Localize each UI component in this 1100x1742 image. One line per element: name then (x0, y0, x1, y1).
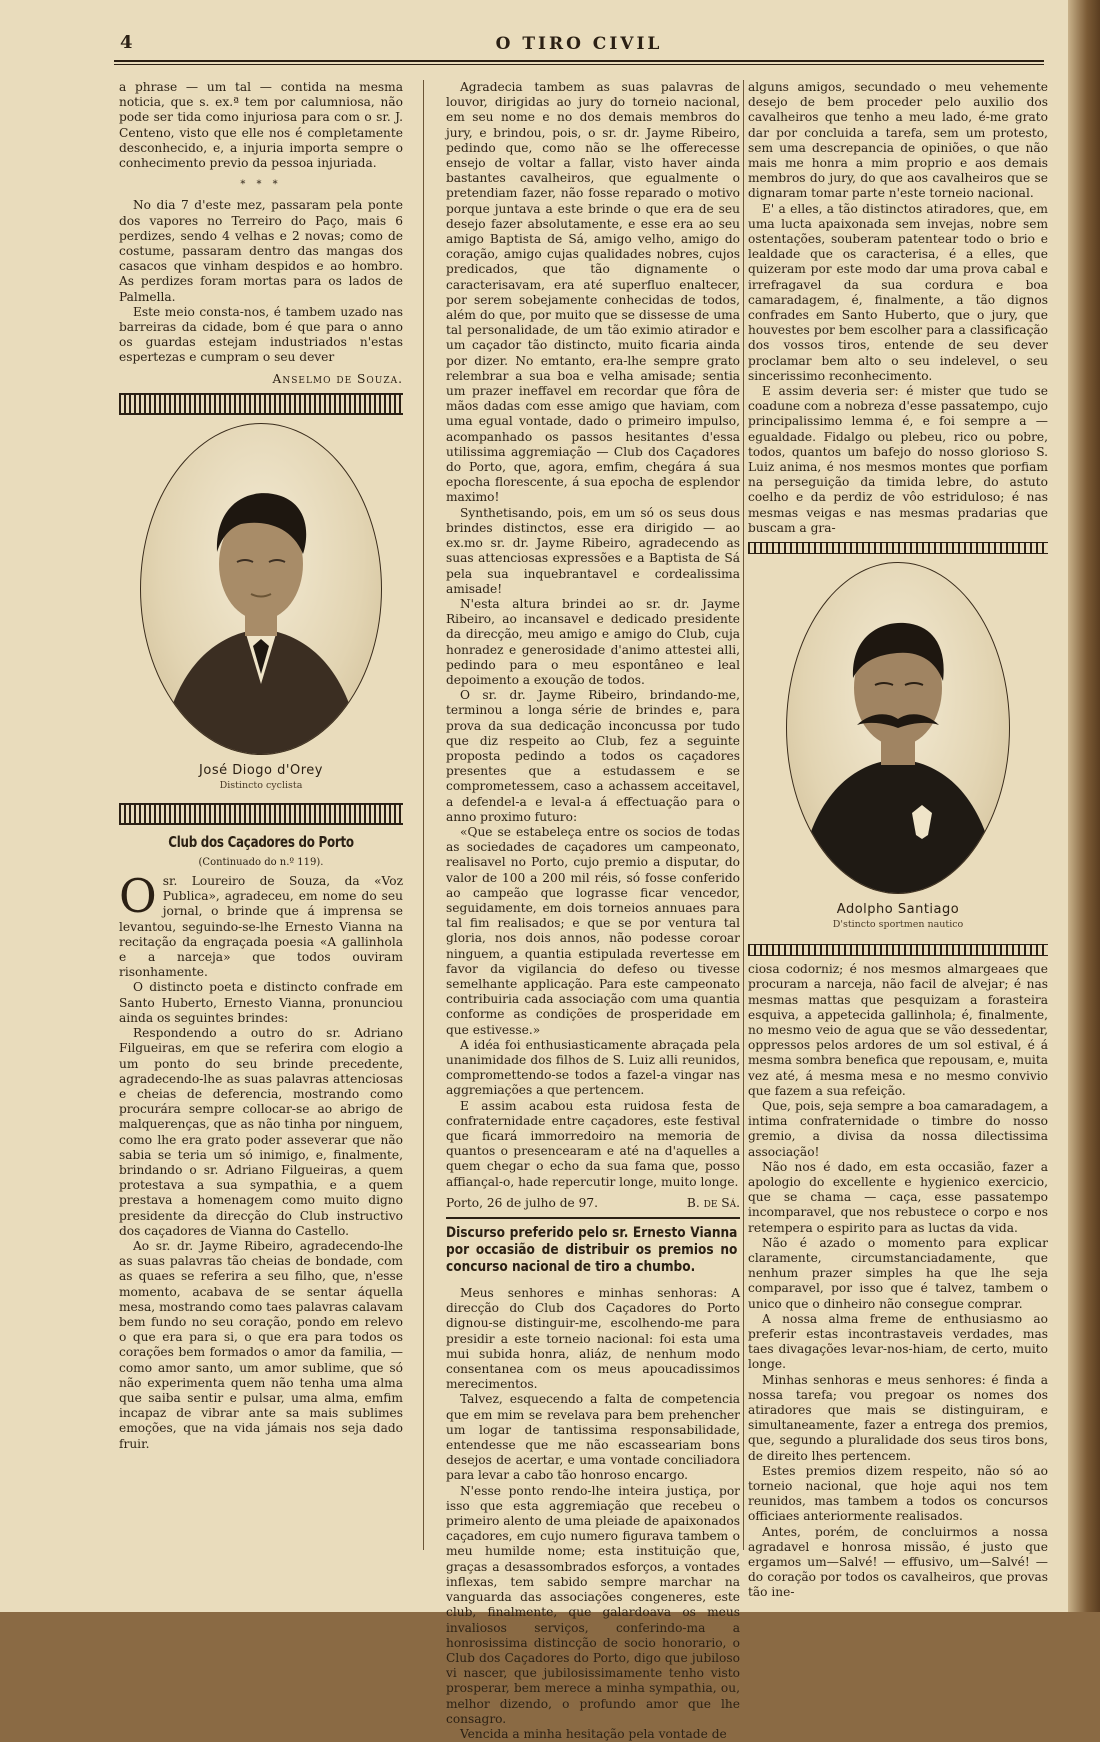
paragraph: Meus senhores e minhas senhoras: A direcção do Club dos Caçadores do Porto dignou-se distinguir-me, escolhendo-me para presidir a este torneio nacional: foi esta uma mui subida honra, aliáz, de nenhum modo consentanea com os meus apoucadissimos merecimentos. (446, 1286, 740, 1392)
page-number: 4 (120, 32, 133, 53)
portrait-jose-diogo-dorey (141, 424, 381, 754)
portrait-name: José Diogo d'Orey (199, 762, 323, 778)
portrait-oval (786, 562, 1010, 894)
paragraph: O distincto poeta e distincto confrade em Santo Huberto, Ernesto Vianna, pronunciou ainda os seguintes brindes: (119, 980, 403, 1025)
ornament-divider (748, 944, 1048, 956)
paragraph: E' a elles, a tão distinctos atiradores, que, em uma lucta apaixonada sem invejas, nobre sem ostentações, souberam patentear todo o brio e lealdade que os caracterisa, é a elles, que quizeram por este modo dar uma prova cabal e irrefragavel da sua cordura e boa camaradagem, é, finalmente, a tão dignos confrades em Santo Huberto, que o jury, que houvestes por bem escolher para a classificação dos vossos tiros, entende de seu dever proclamar bem alto o seu indelevel, o seu sincerissimo reconhecimento. (748, 201, 1048, 383)
column-3 (748, 80, 1048, 1601)
paragraph: «Que se estabeleça entre os socios de todas as sociedades de caçadores um campeonato, realisavel no Porto, cujo premio a disputar, do valor de 100 a 200 mil réis, só fosse conferido ao campeão que lograsse ficar vencedor, seguidamente, em dois torneios annuaes para tal fim realisados; e que se por ventura tal gloria, nos dois annos, não podesse coroar ninguem, a quantia estipulada revertesse em favor da vigilancia do defeso ou tivesse semelhante applicação. Para este campeonato contribuiria cada associação com uma quantia conforme as condições de prosperidade em que estivesse.» (446, 824, 740, 1037)
column-1 (119, 80, 403, 1452)
portrait-oval (140, 423, 382, 755)
portrait-adolpho-santiago (787, 563, 1009, 893)
portrait-caption: D'stincto sportmen nautico (832, 919, 964, 931)
ornament-divider (119, 803, 403, 825)
paragraph: Minhas senhoras e meus senhores: é finda a nossa tarefa; vou pregoar os nomes dos atiradores que mais se distinguiram, e simultaneamente, fazer a entrega dos premios, que, segundo a pluralidade dos seus tiros bons, de direito lhes pertencem. (748, 1372, 1048, 1463)
section-rule (446, 1217, 740, 1219)
signature: Anselmo de Souza. (272, 371, 403, 386)
ornament-divider (119, 393, 403, 415)
paragraph: E assim deveria ser: é mister que tudo se coadune com a nobreza d'esse passatempo, cujo principalissimo lemma é, e foi sempre a — egualdade. Fidalgo ou plebeu, rico ou pobre, todos, quantos um bafejo do nosso glorioso S. Luiz anima, é nos mesmos montes que porfiam na perseguição da timida lebre, do astuto coelho e da perdiz de vôo estriduloso; é nas mesmas veigas e nas mesmas pradarias que buscam a gra- (748, 384, 1048, 535)
paragraph: Antes, porém, de concluirmos a nossa agradavel e honrosa missão, é justo que ergamos um—Salvé! — effusivo, um—Salvé! —do coração por todos os cavalheiros, que provas tão ine- (748, 1524, 1048, 1600)
paragraph: A idéa foi enthusiasticamente abraçada pela unanimidade dos filhos de S. Luiz alli reunidos, compromettendo-se todos a fazel-a vingar nas aggremiações a que pertencem. (446, 1037, 740, 1098)
drop-cap: O (119, 869, 157, 924)
paragraph: O sr. dr. Jayme Ribeiro, brindando-me, terminou a longa série de brindes e, para prova da sua dedicação inconcussa por tudo que diz respeito ao Club, fez a seguinte proposta pedindo a todos os caçadores presentes que a estudassem e se comprometessem, caso a achassem acceitavel, a defendel-a e leval-a á effectuação para o anno proximo futuro: (446, 688, 740, 824)
portrait-name: Adolpho Santiago (836, 902, 960, 918)
paragraph: Ao sr. dr. Jayme Ribeiro, agradecendo-lhe as suas palavras tão cheias de bondade, com as quaes se referira a seu filho, que, n'esse momento, acabava de se sentar áquella mesa, mostrando como taes palavras calavam bem fundo no seu coração, pondo em relevo o que era para si, o que era para todos os corações bem formados o amor da familia, — como amor santo, um amor sublime, que só não experimenta quem não tenha uma alma que saiba sentir e pulsar, uma alma, emfim incapaz de vibrar ante sa mais sublimes emoções, que na vida jámais nos seja dado fruir. (119, 1238, 403, 1451)
paragraph: Não nos é dado, em esta occasião, fazer a apologio do excellente e hygienico exercicio, que se chama — caça, esse passatempo incomparavel, que nos rebustece o corpo e nos retempera o espirito para as luctas da vida. (748, 1159, 1048, 1235)
paragraph: sr. Loureiro de Souza, da «Voz Publica», agradeceu, em nome do seu jornal, o brinde que á imprensa se levantou, seguindo-se-lhe Ernesto Vianna na recitação da engraçada poesia «A gallinhola e a narceja» que todos ouviram risonhamente. (119, 874, 403, 980)
paragraph: Estes premios dizem respeito, não só ao torneio nacional, que hoje aqui nos tem reunidos, mas tambem a todos os concursos officiaes anteriormente realisados. (748, 1463, 1048, 1524)
paragraph: Que, pois, seja sempre a boa camaradagem, a intima confraternidade o timbre do nosso gremio, a divisa da nossa dilectissima associação! (748, 1098, 1048, 1159)
paragraph: ciosa codorniz; é nos mesmos almargeaes que procuram a narceja, não facil de alvejar; é nas mesmas mattas que pesquizam a forasteira esquiva, a appetecida gallinhola; é, finalmente, no mesmo veio de agua que se vão dessedentar, oppressos pelos ardores de um sol estival, é á mesma sombra benefica que repousam, e, muita vez até, á mesma mesa e no mesmo convivio que fazem a sua refeição. (748, 962, 1048, 1098)
section-stars: * * * (240, 179, 282, 191)
paragraph: alguns amigos, secundado o meu vehemente desejo de bem proceder pelo auxilio dos cavalheiros que tenho a meu lado, é-me grato dar por concluida a tarefa, sem um protesto, sem uma descrepancia de opiniões, o que não mais me honra a mim proprio e aos demais membros do jury, do que aos cavalheiros que se dignaram tomar parte n'este torneio nacional. (748, 80, 1048, 201)
place-date: Porto, 26 de julho de 97. (446, 1195, 598, 1210)
ornament-divider (748, 542, 1048, 554)
section-heading: Club dos Caçadores do Porto (168, 832, 354, 851)
paragraph: a phrase — um tal — contida na mesma noticia, que s. ex.ª tem por calumniosa, não pode ser tida como injuriosa para com o sr. J. Centeno, visto que elle nos é completamente desconhecido, e, a injuria importa sempre o conhecimento previo da pessoa injuriada. (119, 80, 403, 171)
paragraph: No dia 7 d'este mez, passaram pela ponte dos vapores no Terreiro do Paço, mais 6 perdizes, sendo 4 velhas e 2 novas; como de costume, passaram dentro das mangas dos casacos que vinham despidos e ao hombro. As perdizes foram mortas para os lados de Palmella. (119, 198, 403, 304)
masthead-title: O TIRO CIVIL (495, 34, 663, 54)
paragraph: Não é azado o momento para explicar claramente, circumstanciadamente, que nenhum prazer simples ha que lhe seja comparavel, por isso que é talvez, tambem o unico que o dinheiro não consegue comprar. (748, 1235, 1048, 1311)
paragraph: N'esse ponto rendo-lhe inteira justiça, por isso que esta aggremiação que recebeu o primeiro alento de uma pleiade de apaixonados caçadores, em cujo numero figurava tambem o meu humilde nome; esta instituição que, graças a desassombrados esforços, a vontades inflexas, tem sabido sempre marchar na vanguarda das associações congeneres, este club, finalmente, que galardoava os meus invaliosos serviços, conferindo-ma a honrosissima distincção de socio honorario, o Club dos Caçadores do Porto, digo que jubiloso vi nascer, que jubilosissimamente tenho visto prosperar, bem merece a minha sympathia, ou, melhor dizendo, o profundo amor que lhe consagro. (446, 1483, 740, 1726)
paragraph: Respondendo a outro do sr. Adriano Filgueiras, em que se referira com elogio a um ponto do seu brinde precedente, agradecendo-lhe as suas palavras attenciosas e cheias de deferencia, mostrando como procurára sempre collocar-se ao abrigo de malquerenças, que as não tinha por ninguem, como lhe era grato poder asseverar que não sabia se teria um só inimigo, e, finalmente, brindando o sr. Adriano Filgueiras, a quem protestava a sua sympathia, e a quem prestava a homenagem como muito digno presidente da direcção do Club instructivo dos caçadores de Vianna do Castello. (119, 1026, 403, 1238)
dateline (446, 1196, 740, 1211)
paragraph: Este meio consta-nos, é tambem uzado nas barreiras da cidade, bom é que para o anno os guardas estejam industriados n'estas espertezas e cumpram o seu dever (119, 304, 403, 365)
paragraph: N'esta altura brindei ao sr. dr. Jayme Ribeiro, ao incansavel e dedicado presidente da direcção, meu amigo e amigo do Club, cuja honradez e generosidade d'animo attestei alli, pedindo para o meu espontâneo e leal depoimento a exoução de todos. (446, 596, 740, 687)
paragraph: E assim acabou esta ruidosa festa de confraternidade entre caçadores, este festival que ficará immorredoiro na memoria de quantos o presencearam e até na d'aquelles a quem chegar o echo da sua fama que, posso affiançal-o, hade repercutir longe, muito longe. (446, 1098, 740, 1189)
paragraph: Vencida a minha hesitação pela vontade de (460, 1726, 727, 1741)
paragraph: Agradecia tambem as suas palavras de louvor, dirigidas ao jury do torneio nacional, em seu nome e no dos demais membros do jury, e brindou, pois, o sr. dr. Jayme Ribeiro, pedindo que, como não se lhe offerecesse ensejo de voltar a fallar, visto haver ainda bastantes cavalheiros, que egualmente o pretendiam fazer, não fosse reparado o motivo porque juntava a este brinde o que era de seu desejo fazer absolutamente, e esse era ao seu amigo Baptista de Sá, amigo velho, amigo do coração, amigo cujas qualidades nobres, cujos predicados, que tão dignamente o caracterisavam, era até superfluo enaltecer, por serem sobejamente conhecidas de todos, além do que, por muito que se dissesse de uma tal personalidade, de um tão eximio atirador e um caçador tão distincto, muito ficaria ainda por dizer. No emtanto, era-lhe sempre grato relembrar a sua boa e velha amisade; sentia um prazer ineffavel em recordar que fôra de mãos dadas com esse amigo que haviam, com uma egual vontade, dado o primeiro impulso, acompanhado os passos hesitantes d'essa utilissima aggremiação — Club dos Caçadores do Porto, que, agora, emfim, chegára á sua epocha florescente, á sua epocha de esplendor maximo! (446, 80, 740, 505)
paragraph: Talvez, esquecendo a falta de competencia que em mim se revelava para bem prehencher um logar de tantissima responsabilidade, entendesse que me não escasseariam bons desejos de acertar, e uma vontade conciliadora para levar a cabo tão honroso encargo. (446, 1392, 740, 1483)
binding-gutter (1068, 0, 1100, 1612)
portrait-caption: Distincto cyclista (219, 779, 303, 791)
speech-heading: Discurso preferido pelo sr. Ernesto Vianna por occasião de distribuir os premios no concurso nacional de tiro a chumbo. (446, 1225, 738, 1276)
header-rule (114, 60, 1044, 65)
column-2 (446, 80, 740, 1742)
paragraph: A nossa alma freme de enthusiasmo ao preferir estas incontrastaveis verdades, mas taes divagações levar-nos-hiam, de certo, muito longe. (748, 1311, 1048, 1372)
continued-note: (Continuado do n.º 119). (198, 856, 324, 868)
author-initials: B. de Sá. (686, 1195, 740, 1210)
column-divider (743, 80, 744, 1550)
paragraph: Synthetisando, pois, em um só os seus dous brindes distinctos, esse era dirigido — ao ex.mo sr. dr. Jayme Ribeiro, agradecendo as suas attenciosas expressões e a Baptista de Sá pela sua inquebrantavel e cordealissima amisade! (446, 505, 740, 596)
column-divider (423, 80, 424, 1550)
